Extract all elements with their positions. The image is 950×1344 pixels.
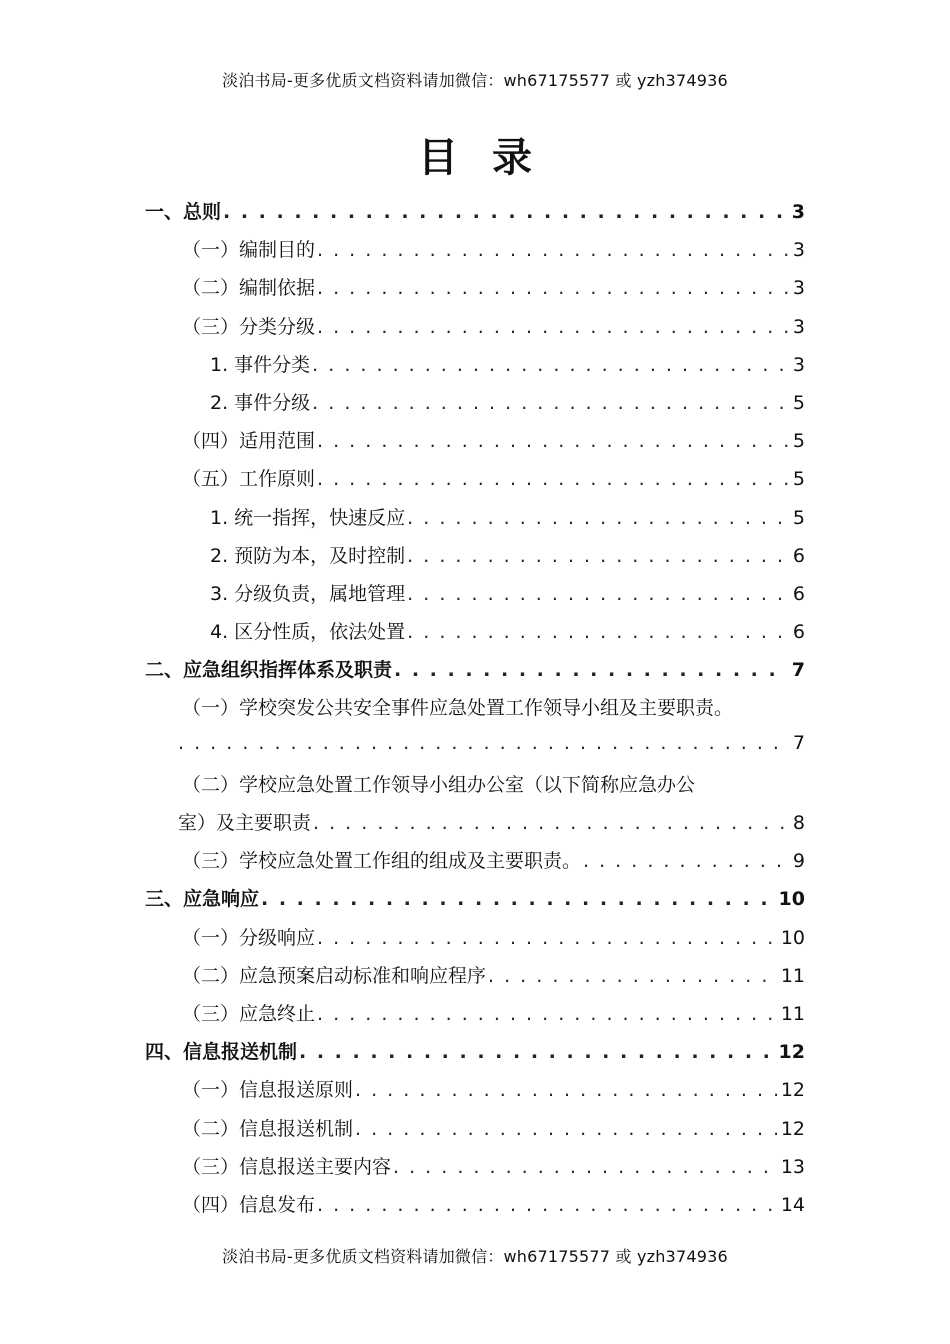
toc-entry-text: 1. 统一指挥，快速反应 bbox=[210, 506, 406, 529]
toc-entry[interactable] bbox=[0, 611, 950, 649]
toc-page-number: 8 bbox=[792, 812, 805, 834]
toc-entry-text: （二）编制依据 bbox=[182, 277, 316, 300]
toc-page-number: 7 bbox=[792, 731, 805, 754]
toc-page-number: 6 bbox=[792, 544, 805, 567]
toc-page-number: 3 bbox=[791, 201, 805, 223]
dot-leader bbox=[223, 201, 788, 223]
toc-entry[interactable] bbox=[0, 420, 950, 458]
dot-leader bbox=[407, 507, 789, 529]
dot-leader bbox=[488, 965, 777, 987]
dot-leader bbox=[355, 1079, 777, 1101]
toc-entry[interactable] bbox=[0, 840, 950, 878]
toc-entry-text: 2. 事件分级 bbox=[210, 391, 311, 414]
dot-leader bbox=[355, 1118, 777, 1140]
header-note: 淡泊书局-更多优质文档资料请加微信：wh67175577 或 yzh374936 bbox=[222, 71, 728, 90]
dot-leader bbox=[583, 850, 789, 872]
toc-page-number: 12 bbox=[780, 1117, 805, 1140]
dot-leader bbox=[317, 1194, 777, 1216]
toc-page-number: 11 bbox=[780, 1002, 805, 1025]
toc-entry[interactable] bbox=[0, 229, 950, 267]
dot-leader bbox=[317, 468, 789, 490]
toc-entry[interactable] bbox=[0, 267, 950, 305]
toc-entry-text: 2. 预防为本，及时控制 bbox=[210, 544, 406, 567]
toc-entry-text: （二）信息报送机制 bbox=[182, 1117, 354, 1140]
dot-leader bbox=[317, 277, 789, 299]
dot-leader bbox=[317, 1003, 777, 1025]
footer-note: 淡泊书局-更多优质文档资料请加微信：wh67175577 或 yzh374936 bbox=[222, 1247, 728, 1266]
toc-page-number: 12 bbox=[778, 1041, 805, 1064]
toc-entry-text: 1. 事件分类 bbox=[210, 353, 311, 376]
toc-entry-text: 四、信息报送机制 bbox=[145, 1041, 298, 1064]
toc-entry-text: （一）分级响应 bbox=[182, 926, 316, 949]
toc-entry-text: （二）应急预案启动标准和响应程序 bbox=[182, 964, 487, 987]
toc-entry[interactable] bbox=[0, 955, 950, 993]
toc-entry[interactable] bbox=[0, 382, 950, 420]
toc-page-number: 5 bbox=[792, 506, 805, 529]
toc-page-number: 11 bbox=[780, 964, 805, 987]
toc-entry-text: （三）分类分级 bbox=[182, 315, 316, 338]
toc-entry[interactable] bbox=[0, 649, 950, 687]
toc-entry-text: （一）学校突发公共安全事件应急处置工作领导小组及主要职责。 bbox=[182, 697, 734, 720]
toc-page-number: 6 bbox=[792, 621, 805, 644]
table-of-contents bbox=[0, 191, 950, 1222]
toc-page-number: 14 bbox=[780, 1193, 805, 1216]
toc-entry[interactable] bbox=[0, 306, 950, 344]
toc-page-number: 12 bbox=[780, 1079, 805, 1102]
toc-entry-text: 3. 分级负责，属地管理 bbox=[210, 582, 406, 605]
dot-leader bbox=[312, 392, 789, 414]
toc-page-number: 3 bbox=[792, 277, 805, 300]
dot-leader bbox=[317, 430, 789, 452]
toc-entry-text: （三）信息报送主要内容 bbox=[182, 1155, 392, 1178]
dot-leader bbox=[312, 354, 789, 376]
toc-entry-text: （三）学校应急处置工作组的组成及主要职责。 bbox=[182, 850, 582, 873]
toc-entry-text: （四）适用范围 bbox=[182, 430, 316, 453]
toc-page-number: 9 bbox=[792, 850, 805, 873]
page-title: 目录 bbox=[418, 135, 566, 181]
toc-page-number: 10 bbox=[778, 888, 805, 911]
dot-leader bbox=[394, 659, 788, 681]
toc-entry[interactable] bbox=[0, 458, 950, 496]
toc-entry[interactable] bbox=[0, 191, 950, 229]
toc-entry-text: （一）编制目的 bbox=[182, 239, 316, 262]
toc-entry-text: （二）学校应急处置工作领导小组办公室（以下简称应急办公 bbox=[182, 773, 696, 796]
toc-entry[interactable] bbox=[0, 344, 950, 382]
toc-entry-text: 二、应急组织指挥体系及职责 bbox=[145, 659, 393, 682]
dot-leader bbox=[407, 545, 789, 567]
dot-leader bbox=[313, 812, 789, 834]
toc-entry[interactable] bbox=[0, 917, 950, 955]
toc-page-number: 5 bbox=[792, 391, 805, 414]
toc-page-number: 3 bbox=[792, 315, 805, 338]
toc-entry[interactable] bbox=[0, 497, 950, 535]
toc-entry[interactable] bbox=[0, 1031, 950, 1069]
toc-entry-text: 三、应急响应 bbox=[145, 888, 260, 911]
dot-leader bbox=[393, 1156, 777, 1178]
toc-page-number: 3 bbox=[792, 239, 805, 262]
toc-entry-text: （三）应急终止 bbox=[182, 1002, 316, 1025]
toc-entry[interactable] bbox=[0, 764, 950, 802]
toc-entry-text: 一、总则 bbox=[145, 201, 222, 223]
dot-leader bbox=[261, 888, 775, 910]
toc-page-number: 3 bbox=[792, 353, 805, 376]
toc-page-number: 13 bbox=[780, 1155, 805, 1178]
toc-entry[interactable] bbox=[0, 993, 950, 1031]
dot-leader bbox=[317, 927, 777, 949]
toc-entry-continuation[interactable] bbox=[0, 726, 950, 764]
toc-entry[interactable] bbox=[0, 687, 950, 725]
toc-entry[interactable] bbox=[0, 1069, 950, 1107]
toc-entry-text: （一）信息报送原则 bbox=[182, 1079, 354, 1102]
toc-page-number: 5 bbox=[792, 430, 805, 453]
dot-leader bbox=[407, 583, 789, 605]
dot-leader bbox=[178, 732, 789, 754]
toc-entry[interactable] bbox=[0, 878, 950, 916]
toc-entry-continuation[interactable] bbox=[0, 802, 950, 840]
dot-leader bbox=[317, 316, 789, 338]
toc-page-number: 6 bbox=[792, 582, 805, 605]
toc-entry-text: 4. 区分性质，依法处置 bbox=[210, 621, 406, 644]
toc-entry[interactable] bbox=[0, 1146, 950, 1184]
toc-entry-text: 室）及主要职责 bbox=[178, 812, 312, 834]
toc-entry[interactable] bbox=[0, 535, 950, 573]
toc-entry-text: （四）信息发布 bbox=[182, 1193, 316, 1216]
toc-entry-text: （五）工作原则 bbox=[182, 468, 316, 491]
dot-leader bbox=[407, 621, 789, 643]
toc-page-number: 7 bbox=[791, 659, 805, 682]
toc-page-number: 5 bbox=[792, 468, 805, 491]
toc-entry[interactable] bbox=[0, 1108, 950, 1146]
toc-page-number: 10 bbox=[780, 926, 805, 949]
toc-entry[interactable] bbox=[0, 573, 950, 611]
toc-entry[interactable] bbox=[0, 1184, 950, 1222]
dot-leader bbox=[317, 239, 789, 261]
dot-leader bbox=[299, 1041, 775, 1063]
